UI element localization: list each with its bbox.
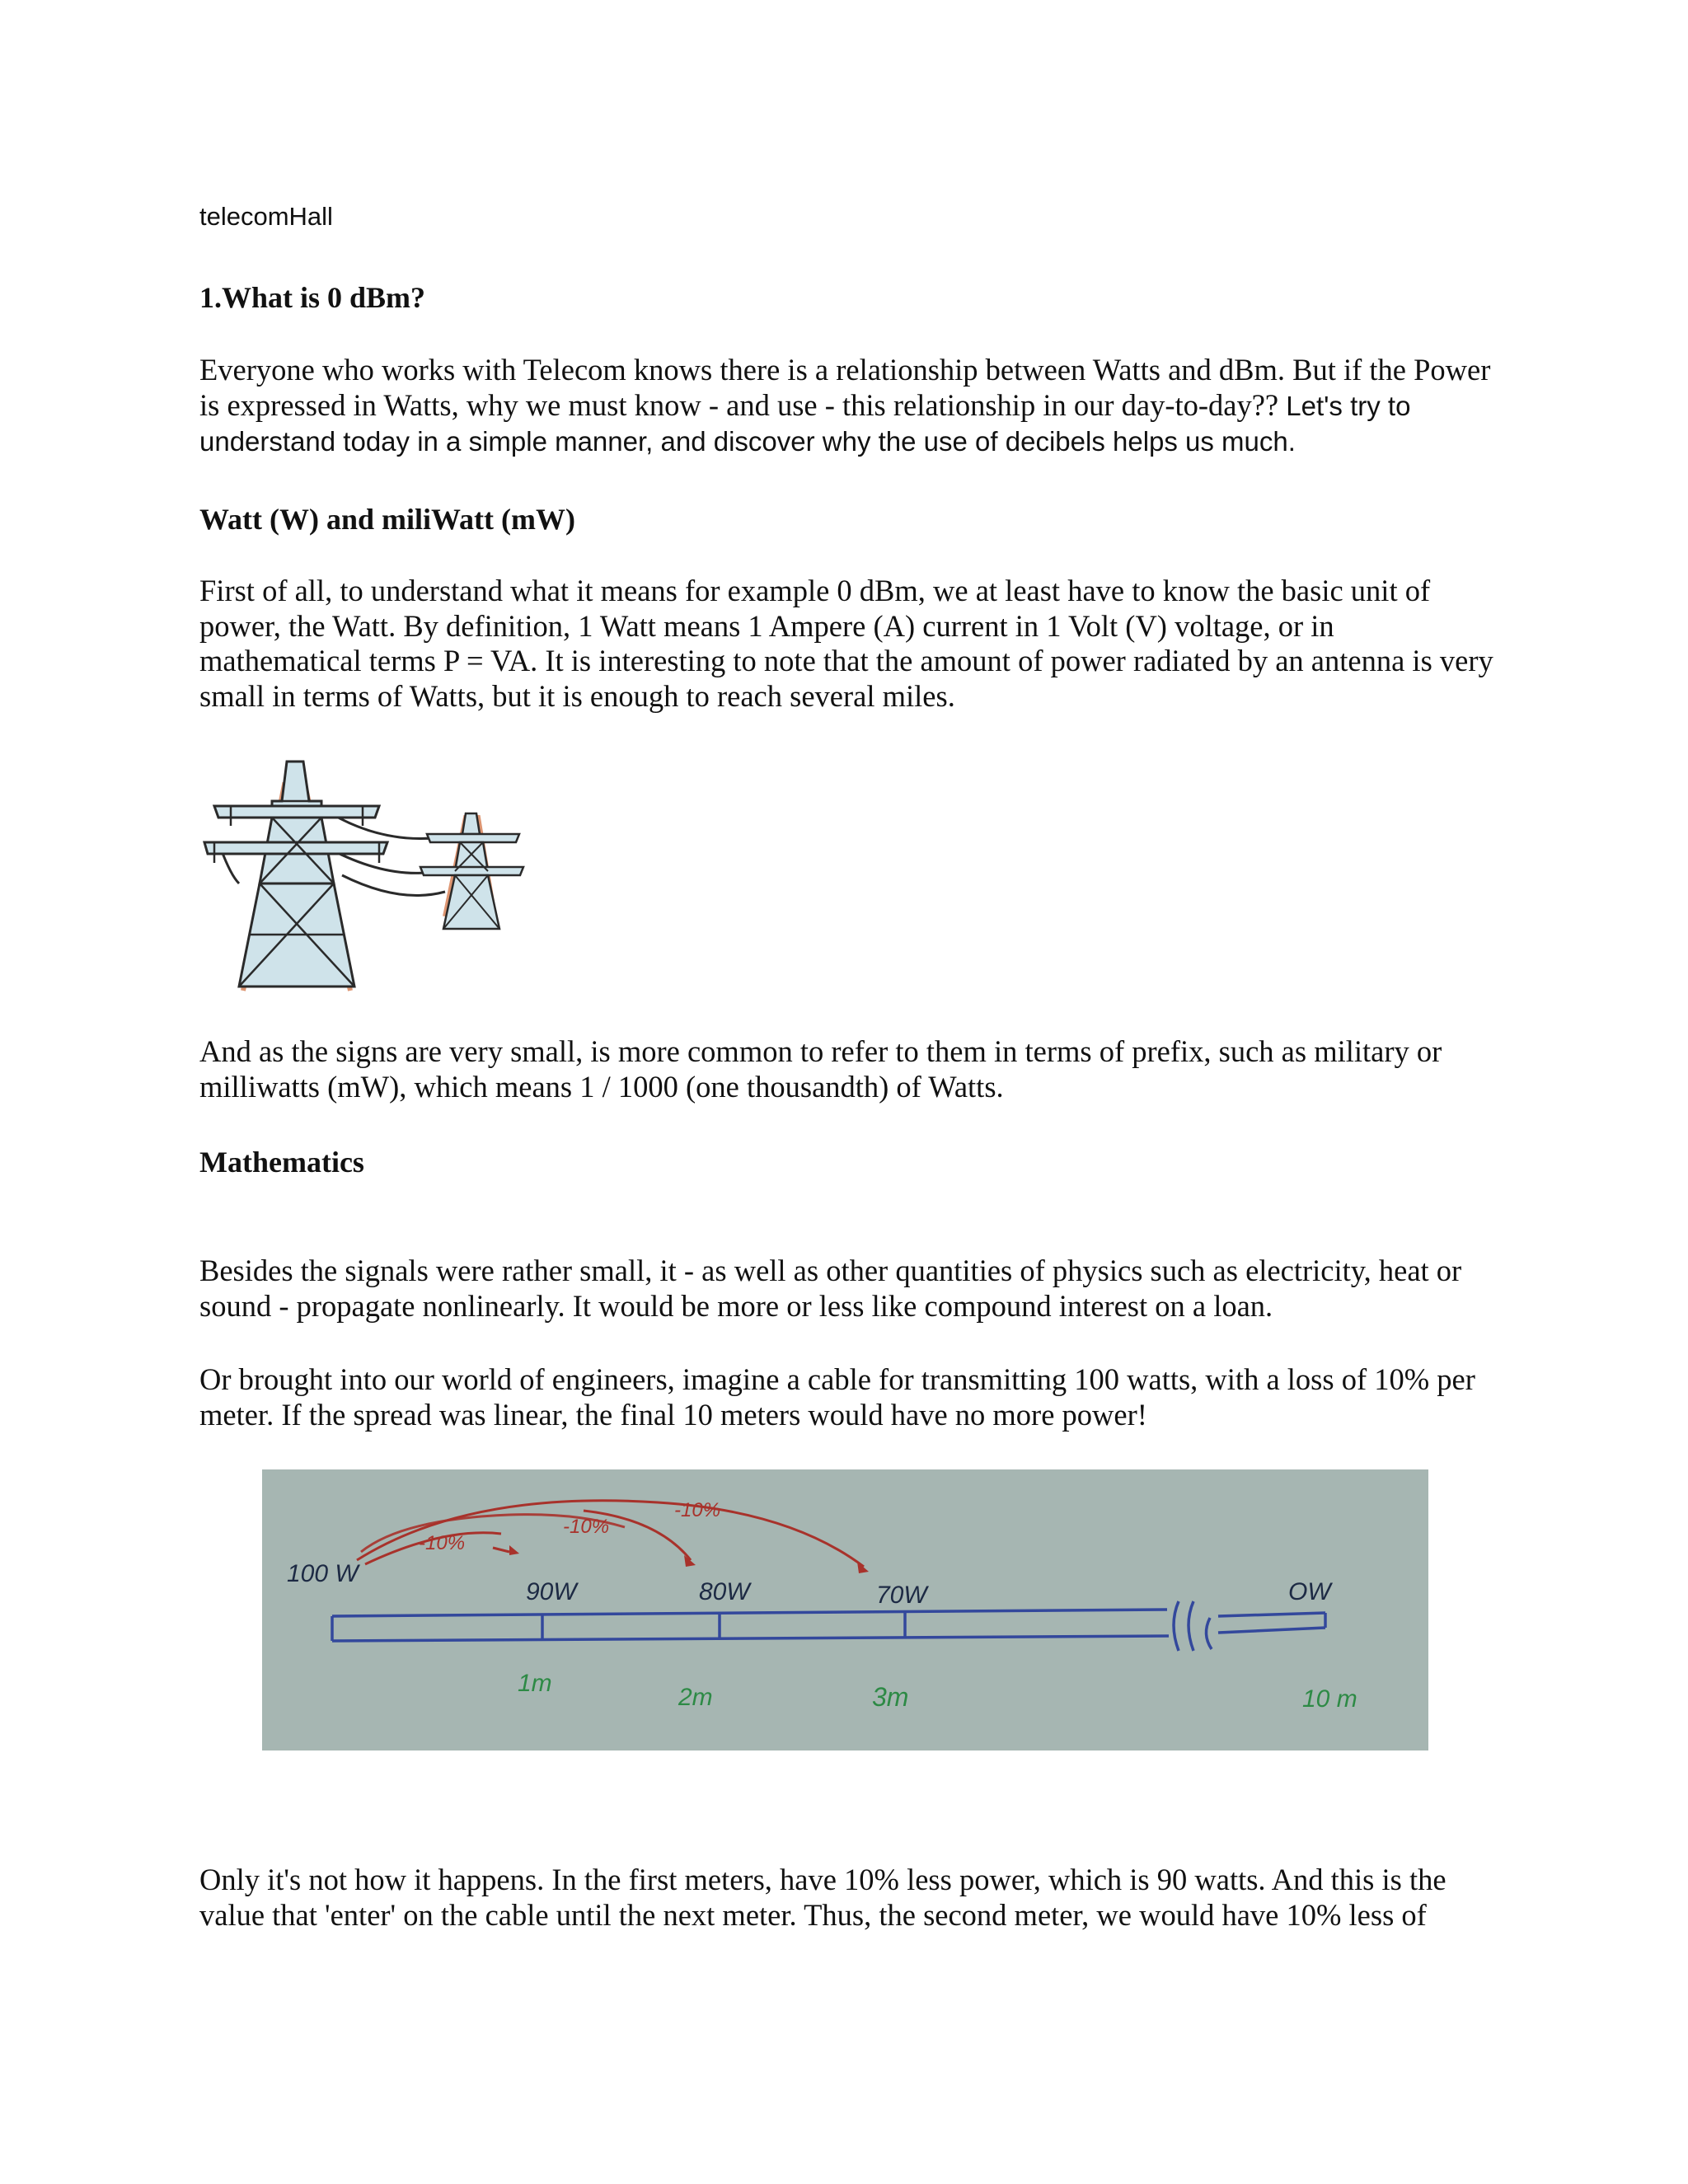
besides-paragraph: Besides the signals were rather small, it - as well as other quantities of physics such as electricity, heat or sound - propagate nonlinearly. It would be more or less like compound interest on a loan. [199,1254,1462,1323]
distance-label-3m: 3m [872,1682,909,1712]
loss-label-3: -10% [674,1499,721,1521]
distance-label-2m: 2m [678,1684,713,1711]
intro-serif-text: Everyone who works with Telecom knows there is a relationship between Watts and dBm. But if the Power is expressed in Watts, why we must know - and use - this relationship in our day-to-day?? [199,353,1491,422]
cable-paragraph: Or brought into our world of engineers, imagine a cable for transmitting 100 watts, with a loss of 10% per meter. If the spread was linear, the final 10 meters would have no more power! [199,1362,1475,1432]
distance-label-1m: 1m [518,1670,552,1697]
site-name: telecomHall [199,202,333,231]
power-label-70w: 70W [876,1582,927,1609]
heading-mathematics: Mathematics [199,1146,364,1179]
power-label-0w: OW [1288,1578,1331,1605]
power-label-100w: 100 W [287,1560,359,1587]
loss-label-1: -10% [419,1532,466,1554]
intro-sans-text: Let's try to understand today in a simple manner, and discover why the use of decibels helps us much. [199,390,1411,457]
cable-loss-figure [262,1469,1428,1750]
watt-paragraph: First of all, to understand what it means for example 0 dBm, we at least have to know the basic unit of power, the Watt. By definition, 1 Watt means 1 Ampere (A) current in 1 Volt (V) voltage, or in mathematical terms P = VA. It is interesting to note that the amount of power radiated by an antenna is very small in terms of Watts, but it is enough to reach several miles. [199,574,1493,713]
signs-paragraph: And as the signs are very small, is more common to refer to them in terms of prefix, such as military or milliwatts (mW), which means 1 / 1000 (one thousandth) of Watts. [199,1034,1442,1104]
heading-what-is-0-dbm: 1.What is 0 dBm? [199,281,426,314]
power-label-80w: 80W [699,1578,750,1605]
only-paragraph: Only it's not how it happens. In the first meters, have 10% less power, which is 90 watts. And this is the value that 'enter' on the cable until the next meter. Thus, the second meter, we would have 10% less of [199,1863,1447,1932]
heading-watt-miliwatt: Watt (W) and miliWatt (mW) [199,503,575,536]
intro-paragraph [199,353,1502,460]
power-label-90w: 90W [526,1578,577,1605]
cable-loss-drawing [262,1469,1428,1750]
power-transmission-towers-icon [198,752,534,992]
distance-label-10m: 10 m [1302,1685,1357,1713]
loss-label-2: -10% [563,1516,610,1538]
